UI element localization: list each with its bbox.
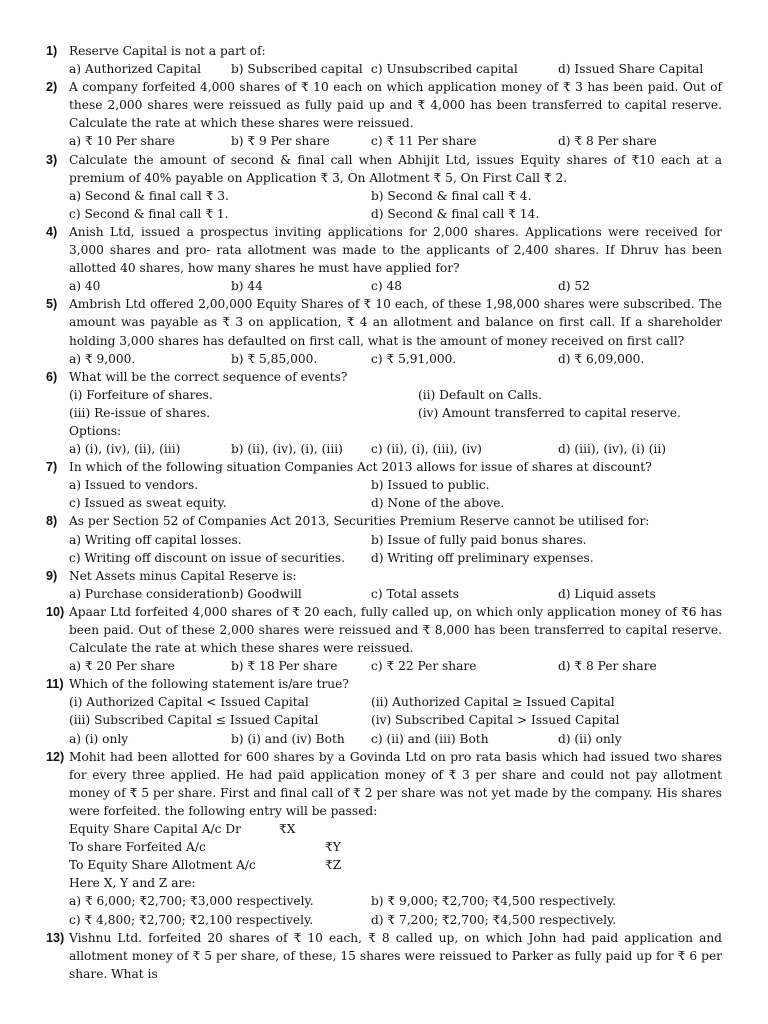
options-row [69, 657, 722, 675]
options-label: Options: [69, 423, 122, 438]
question-text: Reserve Capital is not a part of: [69, 44, 266, 58]
option-d: d) (ii) only [558, 731, 622, 746]
question-3 [0, 151, 768, 223]
option-c: c) 48 [371, 279, 402, 294]
option-a: a) (i), (iv), (ii), (iii) [69, 442, 181, 457]
question-text: Ambrish Ltd offered 2,00,000 Equity Shares of ₹ 10 each, of these 1,98,000 shares were subscribed. The amount was payable as ₹ 3 on application, ₹ 4 an allotment and balance on first call. If a shareholder holding 3,000 shares has defaulted on first call, what is the amount of money received on first call? [69, 297, 722, 348]
question-13 [0, 929, 768, 983]
options-row [69, 187, 722, 205]
entry-value: ₹Y [325, 840, 341, 855]
item-ii: (ii) Authorized Capital ≥ Issued Capital [371, 695, 615, 710]
question-10 [0, 603, 768, 675]
question-text: Mohit had been allotted for 600 shares by a Govinda Ltd on pro rata basis which had issued two shares for every three applied. He had paid application money of ₹ 3 per share and could not pay allotment money of ₹ 5 per share. First and final call of ₹ 2 per share was not yet made by the company. His shares were forfeited. the following entry will be passed: [69, 749, 722, 818]
option-b: b) ₹ 5,85,000. [231, 351, 318, 366]
option-b: b) 44 [231, 279, 263, 294]
item-iv: (iv) Amount transferred to capital reserve. [418, 405, 681, 420]
journal-entry-line [69, 838, 722, 856]
options-row [69, 132, 722, 150]
question-number: 7) [46, 460, 58, 475]
question-8 [0, 512, 768, 566]
option-d: d) Second & final call ₹ 14. [371, 206, 540, 221]
option-c: c) Total assets [371, 586, 460, 601]
journal-entry-line [69, 856, 722, 874]
question-4 [0, 223, 768, 295]
question-number: 9) [46, 568, 58, 583]
option-b: b) Issue of fully paid bonus shares. [371, 532, 587, 547]
option-a: a) ₹ 10 Per share [69, 134, 175, 149]
question-number: 8) [46, 514, 58, 529]
items-row [69, 386, 722, 404]
option-b: b) Second & final call ₹ 4. [371, 188, 532, 203]
options-row [69, 892, 722, 910]
option-b: b) Subscribed capital [231, 62, 363, 77]
options-row [69, 350, 722, 368]
item-i: (i) Authorized Capital < Issued Capital [69, 695, 309, 710]
option-c: c) Unsubscribed capital [371, 62, 518, 77]
option-c: c) ₹ 5,91,000. [371, 351, 457, 366]
options-row [69, 585, 722, 603]
question-text: Anish Ltd, issued a prospectus inviting applications for 2,000 shares. Applications were received for 3,000 shares and pro- rata allotment was made to the applicants of 2,400 shares. If Dhruv has been allotted 40 shares, how many shares he must have applied for? [69, 224, 722, 276]
option-c: c) (ii), (i), (iii), (iv) [371, 442, 482, 457]
items-row [69, 711, 722, 729]
options-row [69, 730, 722, 748]
options-row [69, 277, 722, 295]
question-number: 1) [46, 44, 58, 58]
options-row [69, 494, 722, 512]
entry-value: ₹Z [325, 858, 342, 873]
journal-entry-line [69, 820, 722, 838]
option-b: b) ₹ 9 Per share [231, 134, 330, 149]
option-c: c) Issued as sweat equity. [69, 496, 227, 511]
question-text: Apaar Ltd forfeited 4,000 shares of ₹ 20 each, fully called up, on which only application money of ₹6 has been paid. Out of these 2,000 shares were reissued and ₹ 8,000 has been transferred to capital reserve. Calculate the rate at which these shares were reissued. [69, 604, 722, 656]
question-text: In which of the following situation Companies Act 2013 allows for issue of shares at discount? [69, 460, 652, 475]
option-d: d) Writing off preliminary expenses. [371, 550, 594, 565]
question-number: 12) [46, 749, 65, 764]
options-row [69, 205, 722, 223]
question-9 [0, 567, 768, 603]
option-b: b) (ii), (iv), (i), (iii) [231, 442, 343, 457]
question-number: 13) [46, 930, 65, 945]
option-a: a) ₹ 20 Per share [69, 659, 175, 674]
entry-value: ₹X [279, 822, 296, 837]
option-b: b) Goodwill [231, 586, 302, 601]
option-c: c) Writing off discount on issue of securities. [69, 550, 346, 565]
item-iii: (iii) Re-issue of shares. [69, 405, 211, 420]
question-note: Here X, Y and Z are: [69, 876, 196, 891]
option-b: b) ₹ 18 Per share [231, 659, 338, 674]
option-d: d) ₹ 8 Per share [558, 659, 657, 674]
option-d: d) (iii), (iv), (i) (ii) [558, 442, 667, 457]
options-row [69, 440, 722, 458]
question-text: Calculate the amount of second & final call when Abhijit Ltd, issues Equity shares of ₹10 each at a premium of 40% payable on Application ₹ 3, On Allotment ₹ 5, On First Call ₹ 2. [69, 152, 722, 185]
option-c: c) ₹ 11 Per share [371, 134, 477, 149]
question-number: 3) [46, 152, 58, 167]
option-a: a) ₹ 9,000. [69, 351, 136, 366]
entry-label: To share Forfeited A/c [69, 840, 206, 855]
item-i: (i) Forfeiture of shares. [69, 387, 213, 402]
option-d: d) 52 [558, 279, 590, 294]
question-number: 5) [46, 297, 58, 312]
option-b: b) (i) and (iv) Both [231, 731, 345, 746]
question-number: 2) [46, 80, 58, 95]
option-d: d) ₹ 6,09,000. [558, 351, 645, 366]
option-c: c) ₹ 22 Per share [371, 659, 477, 674]
entry-label: To Equity Share Allotment A/c [69, 858, 256, 873]
question-text: Net Assets minus Capital Reserve is: [69, 568, 297, 583]
item-ii: (ii) Default on Calls. [418, 387, 543, 402]
option-a: a) (i) only [69, 731, 129, 746]
question-12 [0, 748, 768, 929]
options-row [69, 531, 722, 549]
option-b: b) ₹ 9,000; ₹2,700; ₹4,500 respectively. [371, 894, 617, 909]
option-a: a) 40 [69, 279, 101, 294]
question-number: 11) [46, 677, 64, 692]
option-a: a) ₹ 6,000; ₹2,700; ₹3,000 respectively. [69, 894, 314, 909]
option-d: d) Liquid assets [558, 586, 656, 601]
option-c: c) ₹ 4,800; ₹2,700; ₹2,100 respectively. [69, 912, 314, 927]
option-a: a) Authorized Capital [69, 62, 202, 77]
option-c: c) (ii) and (iii) Both [371, 731, 489, 746]
question-1 [0, 42, 768, 78]
options-row [69, 60, 722, 78]
entry-label: Equity Share Capital A/c Dr [69, 822, 241, 837]
option-c: c) Second & final call ₹ 1. [69, 206, 229, 221]
question-text: A company forfeited 4,000 shares of ₹ 10 each on which application money of ₹ 3 has been paid. Out of these 2,000 shares were reissued as fully paid up and ₹ 4,000 has been transferred to capital reserve. Calculate the rate at which these shares were reissued. [69, 80, 722, 131]
option-d: d) ₹ 8 Per share [558, 134, 657, 149]
question-6 [0, 368, 768, 458]
option-d: d) Issued Share Capital [558, 62, 704, 77]
item-iii: (iii) Subscribed Capital ≤ Issued Capital [69, 713, 319, 728]
option-a: a) Issued to vendors. [69, 478, 199, 493]
question-number: 10) [46, 604, 65, 619]
options-row [69, 911, 722, 929]
option-d: d) ₹ 7,200; ₹2,700; ₹4,500 respectively. [371, 912, 617, 927]
option-b: b) Issued to public. [371, 478, 490, 493]
question-text: Which of the following statement is/are true? [69, 677, 349, 692]
question-text: Vishnu Ltd. forfeited 20 shares of ₹ 10 each, ₹ 8 called up, on which John had paid application and allotment money of ₹ 5 per share, of these, 15 shares were reissued to Parker as fully paid up for ₹ 6 per share. What is [69, 930, 722, 981]
options-row [69, 476, 722, 494]
question-11 [0, 675, 768, 747]
question-document [0, 42, 768, 983]
question-text: What will be the correct sequence of events? [69, 369, 348, 384]
items-row [69, 693, 722, 711]
item-iv: (iv) Subscribed Capital > Issued Capital [371, 713, 620, 728]
option-a: a) Writing off capital losses. [69, 532, 242, 547]
option-a: a) Second & final call ₹ 3. [69, 188, 229, 203]
question-2 [0, 78, 768, 150]
items-row [69, 404, 722, 422]
option-a: a) Purchase consideration [69, 586, 231, 601]
question-number: 6) [46, 369, 58, 384]
option-d: d) None of the above. [371, 496, 505, 511]
question-text: As per Section 52 of Companies Act 2013, Securities Premium Reserve cannot be utilised for: [69, 514, 650, 529]
question-5 [0, 295, 768, 367]
question-number: 4) [46, 224, 58, 239]
question-7 [0, 458, 768, 512]
options-row [69, 549, 722, 567]
